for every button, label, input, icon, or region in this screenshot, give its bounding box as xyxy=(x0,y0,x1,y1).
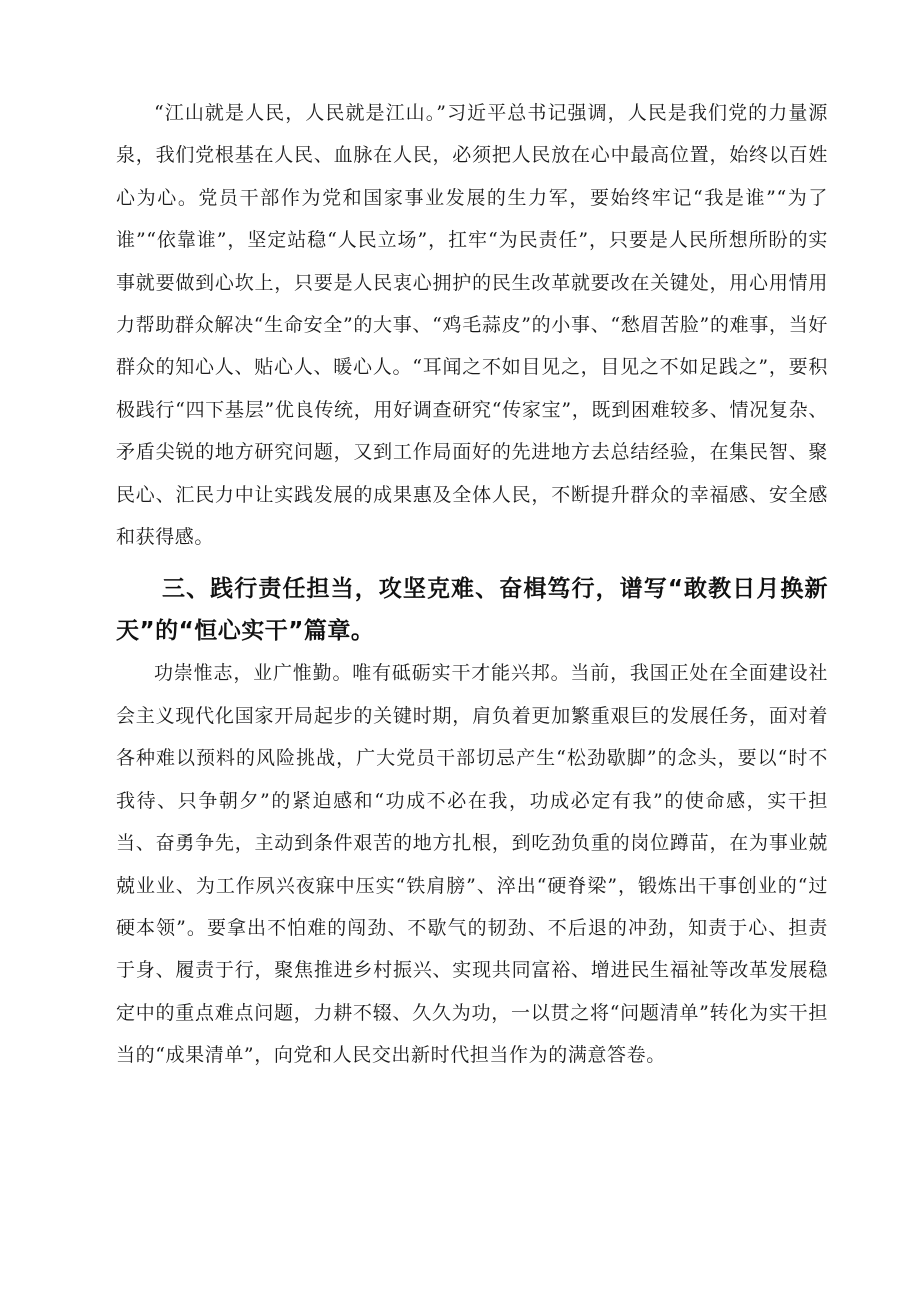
document-body xyxy=(116,92,828,1077)
paragraph-people-centered: “江山就是人民，人民就是江山。”习近平总书记强调，人民是我们党的力量源泉，我们党根基在人民、血脉在人民，必须把人民放在心中最高位置，始终以百姓心为心。党员干部作为党和国家事业发展的生力军，要始终牢记“我是谁”“为了谁”“依靠谁”，坚定站稳“人民立场”，扛牢“为民责任”，只要是人民所想所盼的实事就要做到心坎上，只要是人民衷心拥护的民生改革就要改在关键处，用心用情用力帮助群众解决“生命安全”的大事、“鸡毛蒜皮”的小事、“愁眉苦脸”的难事，当好群众的知心人、贴心人、暖心人。“耳闻之不如目见之，目见之不如足践之”，要积极践行“四下基层”优良传统，用好调查研究“传家宝”，既到困难较多、情况复杂、矛盾尖锐的地方研究问题，又到工作局面好的先进地方去总结经验，在集民智、聚民心、汇民力中让实践发展的成果惠及全体人民，不断提升群众的幸福感、安全感和获得感。 xyxy=(116,102,828,549)
section-heading-three: 三、践行责任担当，攻坚克难、奋楫笃行，谱写“敢教日月换新天”的“恒心实干”篇章。 xyxy=(116,576,828,645)
paragraph-hard-work: 功崇惟志，业广惟勤。唯有砥砺实干才能兴邦。当前，我国正处在全面建设社会主义现代化国家开局起步的关键时期，肩负着更加繁重艰巨的发展任务，面对着各种难以预料的风险挑战，广大党员干部切忌产生“松劲歇脚”的念头，要以“时不我待、只争朝夕”的紧迫感和“功成不必在我，功成必定有我”的使命感，实干担当、奋勇争先，主动到条件艰苦的地方扎根，到吃劲负重的岗位蹲苗，在为事业兢兢业业、为工作夙兴夜寐中压实“铁肩膀”、淬出“硬脊梁”，锻炼出干事创业的“过硬本领”。要拿出不怕难的闯劲、不歇气的韧劲、不后退的冲劲，知责于心、担责于身、履责于行，聚焦推进乡村振兴、实现共同富裕、增进民生福祉等改革发展稳定中的重点难点问题，力耕不辍、久久为功，一以贯之将“问题清单”转化为实干担当的“成果清单”，向党和人民交出新时代担当作为的满意答卷。 xyxy=(116,662,828,1067)
